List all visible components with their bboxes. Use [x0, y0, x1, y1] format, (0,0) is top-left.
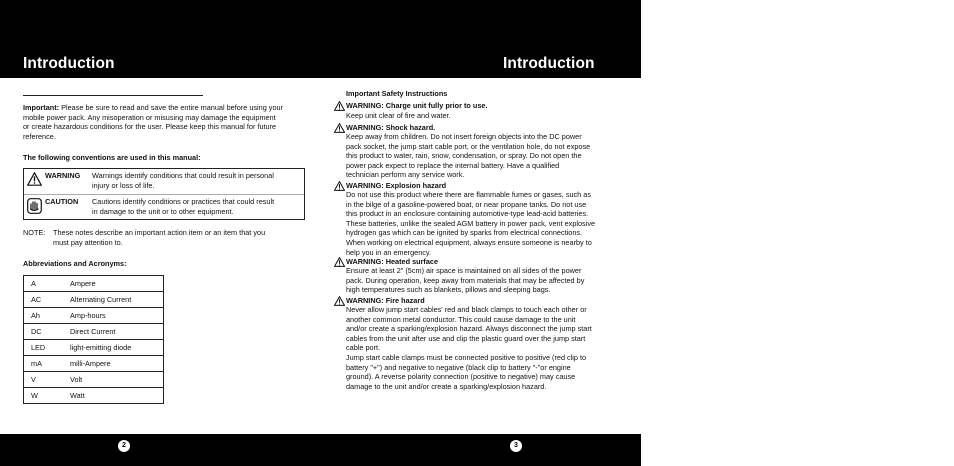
note-line: These notes describe an important action item or an item that you [53, 228, 266, 237]
text-line: Never allow jump start cables' red and black clamps to touch each other or [346, 305, 587, 314]
full-cell: Alternating Current [70, 295, 132, 304]
full-cell: Watt [70, 391, 85, 400]
table-row [24, 372, 163, 388]
warning-shock-text [346, 132, 631, 180]
text-line: Do not use this product where there are flammable fumes or gases, such as [346, 190, 591, 199]
note-line: must pay attention to. [53, 237, 123, 247]
conventions-box [23, 168, 305, 220]
text-line: These batteries, unlike the sealed AGM battery in power pack, vent explosive [346, 218, 596, 228]
abbr-cell: Ah [31, 311, 40, 320]
caution-description-line: Cautions identify conditions or practices that could result [92, 197, 275, 206]
footer-bar [0, 434, 641, 466]
text-line: When working on electrical equipment, always ensure someone is nearby to [346, 237, 592, 247]
table-row [24, 292, 163, 308]
left-page-title: Introduction [23, 55, 115, 72]
left-page-number: 2 [118, 440, 130, 452]
caution-label: CAUTION [45, 197, 79, 206]
full-cell: Volt [70, 375, 83, 384]
table-row [24, 340, 163, 356]
table-row [24, 308, 163, 324]
caution-description-line: in damage to the unit or to other equipment. [92, 206, 234, 216]
warning-heat-label: WARNING: Heated surface [346, 257, 439, 266]
warning-triangle-icon [334, 123, 345, 133]
warning-description [92, 171, 298, 190]
right-page-number: 3 [510, 440, 522, 452]
abbr-cell: W [31, 391, 38, 400]
table-row [24, 324, 163, 340]
important-line: mobile power pack. Any misoperation or misusing may damage the equipment [23, 112, 276, 122]
text-line: power pack expect to replace the internal battery. Have a qualified [346, 160, 560, 170]
text-line: pack socket, the jump start cable port, or the ventilation hole, do not expose [346, 141, 591, 151]
abbr-cell: AC [31, 295, 42, 304]
text-line: technician perform any service work. [346, 170, 465, 180]
warning-shock-label: WARNING: Shock hazard. [346, 123, 436, 132]
polarity-paragraph [346, 353, 631, 391]
section-rule [23, 95, 203, 96]
warning-triangle-icon [334, 181, 345, 191]
warning-triangle-icon [334, 101, 345, 111]
text-line: pack. During operation, keep away from materials that may be affected by [346, 275, 585, 285]
abbreviations-table [23, 275, 164, 404]
warning-heat-text [346, 266, 631, 295]
text-line: this product in an enclosure containing automotive-type lead-acid batteries. [346, 209, 589, 219]
note-label: NOTE: [23, 228, 46, 237]
abbr-cell: DC [31, 327, 42, 336]
warning-fire-label: WARNING: Fire hazard [346, 296, 425, 305]
text-line: damage to the unit and/or create a sparking/explosion hazard. [346, 381, 547, 391]
text-line: Ensure at least 2" (5cm) air space is maintained on all sides of the power [346, 266, 582, 275]
warning-label: WARNING [45, 171, 81, 180]
abbr-cell: V [31, 375, 36, 384]
text-line: another common metal conductor. This could cause damage to the unit [346, 314, 576, 324]
full-cell: light-emitting diode [70, 343, 132, 352]
text-line: ground). A reverse polarity connection (positive to negative) may cause [346, 372, 576, 382]
warning-explosion-text [346, 190, 631, 257]
full-cell: milli-Ampere [70, 359, 111, 368]
warning-fire-text [346, 305, 631, 353]
abbr-cell: LED [31, 343, 46, 352]
text-line: Jump start cable clamps must be connected positive to positive (red clip to [346, 353, 587, 362]
text-line: cables from the unit after use and clip the plastic guard over the jump start [346, 333, 586, 343]
important-label: Important: [23, 103, 60, 112]
note-text [53, 228, 308, 247]
abbreviations-heading: Abbreviations and Acronyms: [23, 259, 127, 268]
important-paragraph [23, 103, 313, 141]
text-line: high temperatures such as blankets, pillows and sleeping bags. [346, 285, 551, 295]
important-line: or create hazardous conditions for the user. Please keep this manual for future [23, 122, 277, 132]
abbr-cell: mA [31, 359, 42, 368]
conventions-divider [24, 194, 304, 195]
abbr-cell: A [31, 279, 36, 288]
text-line: hydrogen gas which can be ignited by sparks from electrical connections. [346, 228, 583, 238]
text-line: help you in an emergency. [346, 247, 432, 257]
important-line: reference. [23, 131, 56, 141]
full-cell: Ampere [70, 279, 96, 288]
caution-description [92, 197, 298, 216]
text-line: in the bilge of a gasoline-powered boat, or near propane tanks. Do not use [346, 199, 587, 209]
text-line: Keep away from children. Do not insert foreign objects into the DC power [346, 132, 582, 141]
full-cell: Direct Current [70, 327, 116, 336]
right-page-title: Introduction [503, 55, 595, 72]
text-line: cable port. [346, 343, 381, 353]
safety-heading: Important Safety Instructions [346, 89, 448, 98]
caution-hand-icon [27, 198, 42, 214]
table-row [24, 356, 163, 372]
warning-triangle-icon [27, 172, 42, 186]
warning-description-line: Warnings identify conditions that could result in personal [92, 171, 274, 180]
table-row [24, 388, 163, 403]
warning-triangle-icon [334, 296, 345, 306]
warning-explosion-label: WARNING: Explosion hazard [346, 181, 447, 190]
full-cell: Amp-hours [70, 311, 106, 320]
warning-charge-label: WARNING: Charge unit fully prior to use. [346, 101, 488, 110]
warning-triangle-icon [334, 257, 345, 267]
important-line: Please be sure to read and save the entire manual before using your [61, 103, 283, 112]
table-row [24, 276, 163, 292]
warning-charge-text: Keep unit clear of fire and water. [346, 111, 451, 120]
text-line: battery "+") and negative to negative (black clip to battery "-"or engine [346, 362, 571, 372]
conventions-heading: The following conventions are used in this manual: [23, 153, 201, 162]
text-line: and/or create a sparking/explosion hazard. Always disconnect the jump start [346, 324, 592, 334]
warning-description-line: injury or loss of life. [92, 180, 155, 190]
text-line: this product to water, rain, snow, condensation, or spray. Do not open the [346, 151, 582, 161]
